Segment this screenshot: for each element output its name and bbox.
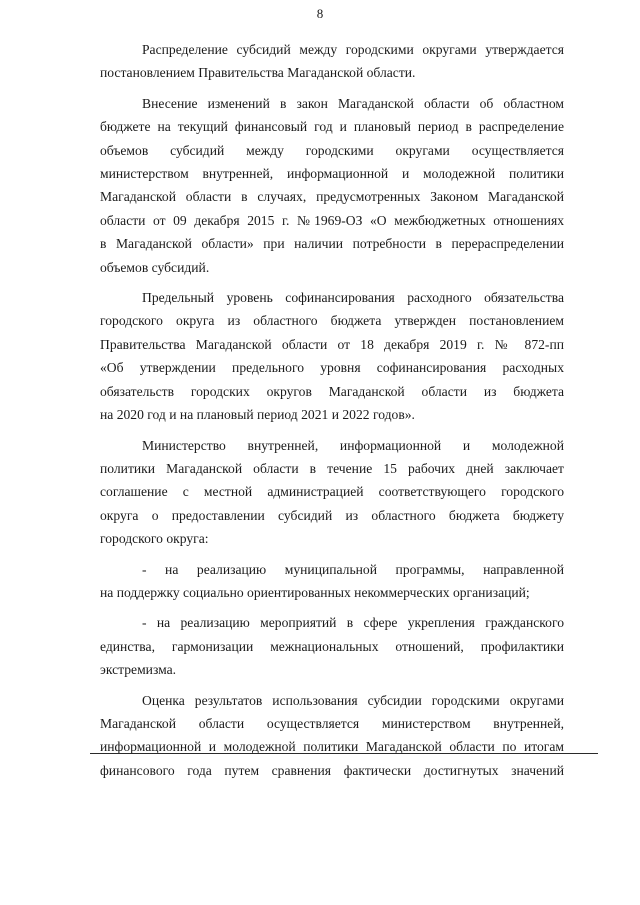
text-line: экстремизма. — [100, 662, 177, 678]
text-line: финансового года путем сравнения фактически достигнутых значений — [100, 762, 564, 778]
document-body — [100, 38, 564, 789]
paragraph — [100, 434, 564, 551]
text-line: городского округа из областного бюджета утвержден постановлением — [100, 313, 564, 329]
text-line: - на реализацию мероприятий в сфере укрепления гражданского — [142, 615, 564, 631]
text-line: области от 09 декабря 2015 г. №1969-ОЗ «О межбюджетных отношениях — [100, 212, 564, 228]
text-line: округа о предоставлении субсидий из областного бюджета бюджету — [100, 507, 564, 523]
text-line: объемов субсидий. — [100, 259, 210, 275]
text-line: на 2020 год и на плановый период 2021 и 2022 годов». — [100, 407, 415, 423]
paragraph — [100, 689, 564, 783]
text-line: на поддержку социально ориентированных некоммерческих организаций; — [100, 584, 530, 600]
text-line: постановлением Правительства Магаданской области. — [100, 65, 416, 81]
paragraph — [100, 558, 564, 605]
paragraph — [100, 38, 564, 85]
paragraph — [100, 286, 564, 426]
text-line: бюджете на текущий финансовый год и плановый период в распределение — [100, 119, 564, 135]
text-line: Министерство внутренней, информационной и молодежной — [142, 437, 564, 453]
footer-rule — [90, 753, 598, 754]
text-line: Правительства Магаданской области от 18 декабря 2019 г. № 872-пп — [100, 336, 564, 352]
text-line: Внесение изменений в закон Магаданской области об областном — [142, 95, 564, 111]
text-line: информационной и молодежной политики Магаданской области по итогам — [100, 739, 564, 755]
text-line: обязательств городских округов Магаданской области из бюджета — [100, 383, 564, 399]
text-line: городского округа: — [100, 531, 209, 547]
paragraph — [100, 611, 564, 681]
text-line: Предельный уровень софинансирования расходного обязательства — [142, 290, 564, 306]
text-line: министерством внутренней, информационной и молодежной политики — [100, 166, 564, 182]
text-line: Распределение субсидий между городскими округами утверждается — [142, 42, 564, 57]
page-number: 8 — [316, 6, 324, 21]
text-line: соглашение с местной администрацией соответствующего городского — [100, 484, 564, 500]
text-line: объемов субсидий между городскими округами осуществляется — [100, 142, 564, 158]
text-line: «Об утверждении предельного уровня софинансирования расходных — [100, 360, 564, 376]
text-line: Магаданской области в случаях, предусмотренных Законом Магаданской — [100, 189, 564, 205]
text-line: единства, гармонизации межнациональных отношений, профилактики — [100, 638, 564, 654]
text-line: Магаданской области осуществляется министерством внутренней, — [100, 715, 564, 731]
text-line: в Магаданской области» при наличии потребности в перераспределении — [100, 236, 564, 252]
text-line: - на реализацию муниципальной программы, направленной — [142, 561, 564, 577]
paragraph — [100, 92, 564, 279]
text-line: политики Магаданской области в течение 15 рабочих дней заключает — [100, 460, 564, 476]
text-line: Оценка результатов использования субсидии городскими округами — [142, 692, 564, 708]
